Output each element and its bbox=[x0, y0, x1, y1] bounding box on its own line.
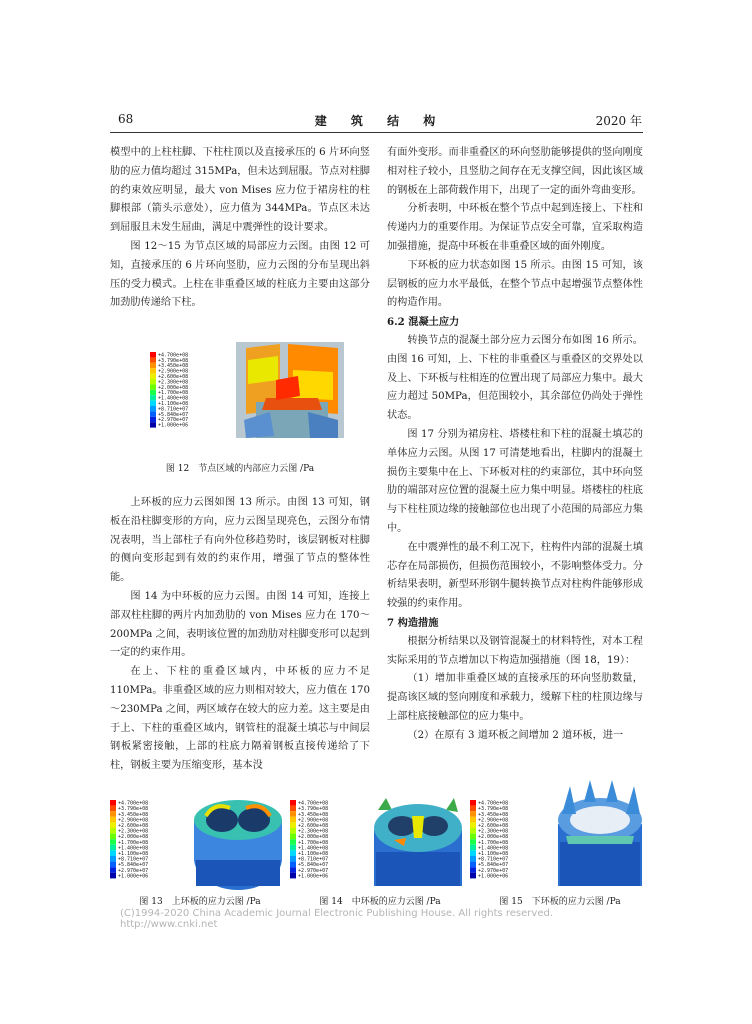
legend-swatch bbox=[290, 850, 296, 856]
paragraph: （2）在原有 3 道环板之间增加 2 道环板，进一 bbox=[407, 729, 624, 741]
legend-label: +2.000e+08 bbox=[478, 834, 509, 841]
running-header bbox=[118, 112, 642, 130]
legend-label: +1.100e+08 bbox=[478, 851, 509, 857]
upper-ring-plate-render bbox=[194, 800, 282, 890]
legend-swatch bbox=[470, 834, 476, 840]
legend-swatch bbox=[110, 862, 116, 868]
legend-swatch bbox=[150, 368, 156, 373]
paragraph: 转换节点的混凝土部分应力云图分布如图 16 所示。由图 16 可知，上、下柱的非重叠区与重叠区的交界处以及上、下环板与柱相连的位置出现了局部应力集中。最大应力超过 50MPa，但范围较小，其余部位仍尚处于弹性状态。 bbox=[387, 334, 643, 422]
legend-label: +1.100e+08 bbox=[298, 851, 329, 857]
legend-swatch bbox=[110, 850, 116, 856]
paragraph: 下环板的应力状态如图 15 所示。由图 15 可知，该层钢板的应力水平最低，在整个节点中起增强节点整体性的构造作用。 bbox=[387, 259, 643, 309]
legend-swatch bbox=[110, 817, 116, 823]
legend-swatch bbox=[290, 839, 296, 845]
legend-swatch bbox=[470, 817, 476, 823]
legend-label: +2.000e+08 bbox=[158, 384, 189, 391]
page-number: 68 bbox=[118, 112, 134, 126]
legend-swatch bbox=[150, 401, 156, 406]
legend-swatch bbox=[290, 806, 296, 812]
legend-swatch bbox=[110, 845, 116, 851]
legend-swatch bbox=[150, 417, 156, 422]
journal-title: 建 筑 结 构 bbox=[314, 114, 446, 128]
legend-swatch bbox=[470, 856, 476, 862]
legend-label: +5.840e+07 bbox=[118, 862, 149, 869]
legend bbox=[290, 800, 328, 879]
legend-swatch bbox=[150, 411, 156, 416]
legend-label: +5.840e+07 bbox=[478, 862, 509, 869]
legend-label: +1.400e+08 bbox=[118, 845, 149, 852]
legend-label: +1.400e+08 bbox=[478, 845, 509, 852]
left-column-bottom bbox=[110, 494, 370, 776]
legend-swatch bbox=[290, 828, 296, 834]
paragraph: 上环板的应力云图如图 13 所示。由图 13 可知，钢板在沿柱脚变形的方向，应力云图呈现亮色，云图分布情况表明，当上部柱子有向外位移趋势时，该层钢板对柱脚的侧向变形起到有效的约束作用，增强了节点的整体性能。 bbox=[110, 497, 370, 584]
legend-label: +2.970e+07 bbox=[118, 867, 149, 874]
legend-label: +4.700e+08 bbox=[298, 800, 329, 807]
paragraph: 图 17 分别为裙房柱、塔楼柱和下柱的混凝土填芯的单体应力云图。从图 17 可清楚地看出，柱脚内的混凝土损伤主要集中在上、下环板对柱的约束部位，其中环向竖肋的端部对应位置的混凝土应力集中明显。塔楼柱的柱底与下柱柱顶边缘的接触部位也出现了小范围的局部应力集中。 bbox=[387, 428, 643, 534]
figure-15-caption: 图 15 下环板的应力云图 /Pa bbox=[499, 897, 621, 907]
figure-15-contour bbox=[466, 780, 646, 892]
right-column bbox=[387, 144, 643, 746]
legend-label: +2.300e+08 bbox=[158, 379, 189, 386]
legend-swatch bbox=[290, 822, 296, 828]
legend-swatch bbox=[470, 867, 476, 873]
legend-label: +2.970e+07 bbox=[478, 867, 509, 874]
legend-label: +1.000e+06 bbox=[478, 873, 509, 880]
figure-14-contour bbox=[286, 780, 466, 892]
legend-swatch bbox=[290, 834, 296, 840]
legend-swatch bbox=[150, 422, 156, 427]
left-column-top bbox=[110, 144, 370, 313]
figure-12-contour bbox=[148, 340, 346, 440]
legend-label: +2.600e+08 bbox=[298, 823, 329, 829]
legend-swatch bbox=[110, 856, 116, 862]
legend-label: +2.300e+08 bbox=[118, 828, 149, 835]
legend-swatch bbox=[290, 862, 296, 868]
paragraph: （1）增加非重叠区域的直接承压的环向竖肋数量，提高该区域的竖向刚度和承载力，缓解下柱的柱顶边缘与上部柱底接触部位的应力集中。 bbox=[387, 673, 643, 722]
legend-swatch bbox=[290, 800, 296, 806]
legend-label: +2.600e+08 bbox=[118, 823, 149, 829]
legend-swatch bbox=[150, 406, 156, 411]
legend-label: +4.700e+08 bbox=[478, 800, 509, 807]
legend-label: +8.710e+07 bbox=[118, 856, 149, 863]
legend-label: +2.900e+08 bbox=[118, 817, 149, 824]
legend-swatch bbox=[470, 806, 476, 812]
lower-ring-plate-render bbox=[558, 780, 642, 886]
legend-label: +3.450e+08 bbox=[478, 811, 509, 818]
legend-swatch bbox=[290, 811, 296, 817]
legend-label: +5.840e+07 bbox=[158, 411, 189, 418]
legend-label: +2.970e+07 bbox=[158, 417, 189, 424]
figure-13-contour bbox=[106, 780, 286, 892]
legend-swatch bbox=[110, 839, 116, 845]
legend-label: +1.000e+06 bbox=[158, 422, 189, 429]
legend-swatch bbox=[290, 817, 296, 823]
legend-label: +2.300e+08 bbox=[298, 828, 329, 835]
figure-12-caption: 图 12 节点区域的内部应力云图 /Pa bbox=[165, 464, 315, 474]
legend-swatch bbox=[470, 839, 476, 845]
legend-label: +1.000e+06 bbox=[298, 873, 329, 880]
legend-swatch bbox=[290, 856, 296, 862]
legend-label: +2.970e+07 bbox=[298, 867, 329, 874]
legend-label: +2.900e+08 bbox=[478, 817, 509, 824]
legend-label: +3.450e+08 bbox=[298, 811, 329, 818]
figure-13-caption: 图 13 上环板的应力云图 /Pa bbox=[139, 897, 261, 907]
figure-14-caption: 图 14 中环板的应力云图 /Pa bbox=[319, 897, 441, 907]
paragraph: 根据分析结果以及钢管混凝土的材料特性，对本工程实际采用的节点增加以下构造加强措施（图 18，19）： bbox=[387, 635, 643, 666]
copyright-watermark: (C)1994-2020 China Academic Journal Electronic Publishing House. All rights reserved. http://www.cnki.net bbox=[120, 908, 563, 930]
paragraph: 图 12～15 为节点区域的局部应力云图。由图 12 可知，直接承压的 6 片环向竖肋，应力云图的分布呈现出斜压的受力模式。上柱在非重叠区域的柱底力主要由这部分加劲肋传递给下柱。 bbox=[110, 240, 370, 309]
legend-label: +3.790e+08 bbox=[298, 806, 329, 813]
legend-label: +8.710e+07 bbox=[478, 856, 509, 863]
legend-swatch bbox=[290, 845, 296, 851]
legend-swatch bbox=[290, 867, 296, 873]
legend-label: +2.000e+08 bbox=[298, 834, 329, 841]
legend-swatch bbox=[470, 822, 476, 828]
legend-label: +3.790e+08 bbox=[478, 806, 509, 813]
legend-swatch bbox=[150, 384, 156, 389]
legend bbox=[470, 800, 508, 879]
legend-label: +1.400e+08 bbox=[158, 395, 189, 402]
legend-label: +3.790e+08 bbox=[158, 357, 189, 364]
paragraph: 有面外变形。而非重叠区的环向竖肋能够提供的竖向刚度相对柱子较小，且竖肋之间存在无支撑空间，因此该区域的钢板在上部荷载作用下，出现了一定的面外弯曲变形。 bbox=[387, 147, 643, 196]
legend-label: +2.600e+08 bbox=[158, 374, 189, 380]
legend-swatch bbox=[110, 822, 116, 828]
legend-label: +1.700e+08 bbox=[478, 839, 509, 846]
paragraph: 图 14 为中环板的应力云图。由图 14 可知，连接上部双柱柱脚的两片内加劲肋的 von Mises 应力在 170～200MPa 之间，表明该位置的加劲肋对柱脚变形可以起到一定的约束作用。 bbox=[110, 590, 370, 659]
paragraph: 分析表明，中环板在整个节点中起到连接上、下柱和传递内力的重要作用。为保证节点安全可靠，宜采取构造加强措施，提高中环板在非重叠区域的面外刚度。 bbox=[387, 203, 643, 252]
legend-label: +2.600e+08 bbox=[478, 823, 509, 829]
legend-swatch bbox=[150, 363, 156, 368]
legend-swatch bbox=[110, 873, 116, 879]
legend-label: +1.700e+08 bbox=[158, 390, 189, 397]
legend-label: +8.710e+07 bbox=[158, 406, 189, 413]
header-rule bbox=[110, 132, 643, 133]
legend-swatch bbox=[150, 374, 156, 379]
legend-swatch bbox=[110, 806, 116, 812]
legend-swatch bbox=[150, 379, 156, 384]
legend-label: +1.700e+08 bbox=[118, 839, 149, 846]
issue-year: 2020 年 bbox=[595, 114, 642, 128]
paragraph: 在上、下柱的重叠区域内，中环板的应力不足 110MPa。非重叠区域的应力则相对较大，应力值在 170～230MPa 之间，两区域存在较大的应力差。这主要是由于上、下柱的重叠区域内，钢管柱的混凝土填芯与中间层钢板紧密接触，上部的柱底力隔着钢板直接传递给了下柱，钢板主要为压缩变形，基本没 bbox=[110, 666, 370, 772]
legend-swatch bbox=[110, 867, 116, 873]
legend-swatch bbox=[470, 862, 476, 868]
legend-label: +1.100e+08 bbox=[118, 851, 149, 857]
legend-swatch bbox=[150, 395, 156, 400]
legend-swatch bbox=[470, 828, 476, 834]
legend-swatch bbox=[470, 845, 476, 851]
legend-label: +1.700e+08 bbox=[298, 839, 329, 846]
legend-label: +1.000e+06 bbox=[118, 873, 149, 880]
legend-swatch bbox=[290, 873, 296, 879]
paragraph: 在中震弹性的最不利工况下，柱构件内部的混凝土填芯存在局部损伤，但损伤范围较小，不影响整体受力。分析结果表明，新型环形钢牛腿转换节点对柱构件能够形成较强的约束作用。 bbox=[387, 541, 643, 610]
fea-node-render bbox=[236, 342, 344, 438]
legend-label: +5.840e+07 bbox=[298, 862, 329, 869]
middle-ring-plate-render bbox=[374, 798, 462, 886]
legend-label: +2.900e+08 bbox=[298, 817, 329, 824]
legend-swatch bbox=[470, 811, 476, 817]
section-heading: 7 构造措施 bbox=[387, 616, 439, 629]
legend-swatch bbox=[110, 811, 116, 817]
legend-swatch bbox=[150, 390, 156, 395]
legend-label: +2.000e+08 bbox=[118, 834, 149, 841]
legend-label: +1.400e+08 bbox=[298, 845, 329, 852]
legend-swatch bbox=[470, 850, 476, 856]
legend-swatch bbox=[150, 352, 156, 357]
legend-label: +4.700e+08 bbox=[158, 352, 189, 359]
legend-label: +2.300e+08 bbox=[478, 828, 509, 835]
legend-swatch bbox=[470, 800, 476, 806]
figure-row bbox=[106, 780, 652, 890]
legend-swatch bbox=[150, 357, 156, 362]
legend-swatch bbox=[470, 873, 476, 879]
legend-label: +3.790e+08 bbox=[118, 806, 149, 813]
legend-label: +1.100e+08 bbox=[158, 401, 189, 407]
legend-label: +4.700e+08 bbox=[118, 800, 149, 807]
paragraph: 模型中的上柱柱脚、下柱柱顶以及直接承压的 6 片环向竖肋的应力值均超过 315MPa，但未达到屈服。节点对柱脚的约束效应明显，最大 von Mises 应力位于裙房柱的柱脚根部（箭头示意处），应力值为 344MPa。节点区未达到屈服且未发生屈曲，满足中震弹性的设计要求。 bbox=[110, 147, 370, 234]
legend bbox=[150, 352, 188, 429]
legend bbox=[110, 800, 148, 879]
legend-label: +3.450e+08 bbox=[118, 811, 149, 818]
legend-swatch bbox=[110, 834, 116, 840]
legend-label: +2.900e+08 bbox=[158, 368, 189, 375]
legend-swatch bbox=[110, 828, 116, 834]
legend-swatch bbox=[110, 800, 116, 806]
legend-label: +8.710e+07 bbox=[298, 856, 329, 863]
section-heading: 6.2 混凝土应力 bbox=[387, 316, 460, 329]
legend-label: +3.450e+08 bbox=[158, 363, 189, 370]
